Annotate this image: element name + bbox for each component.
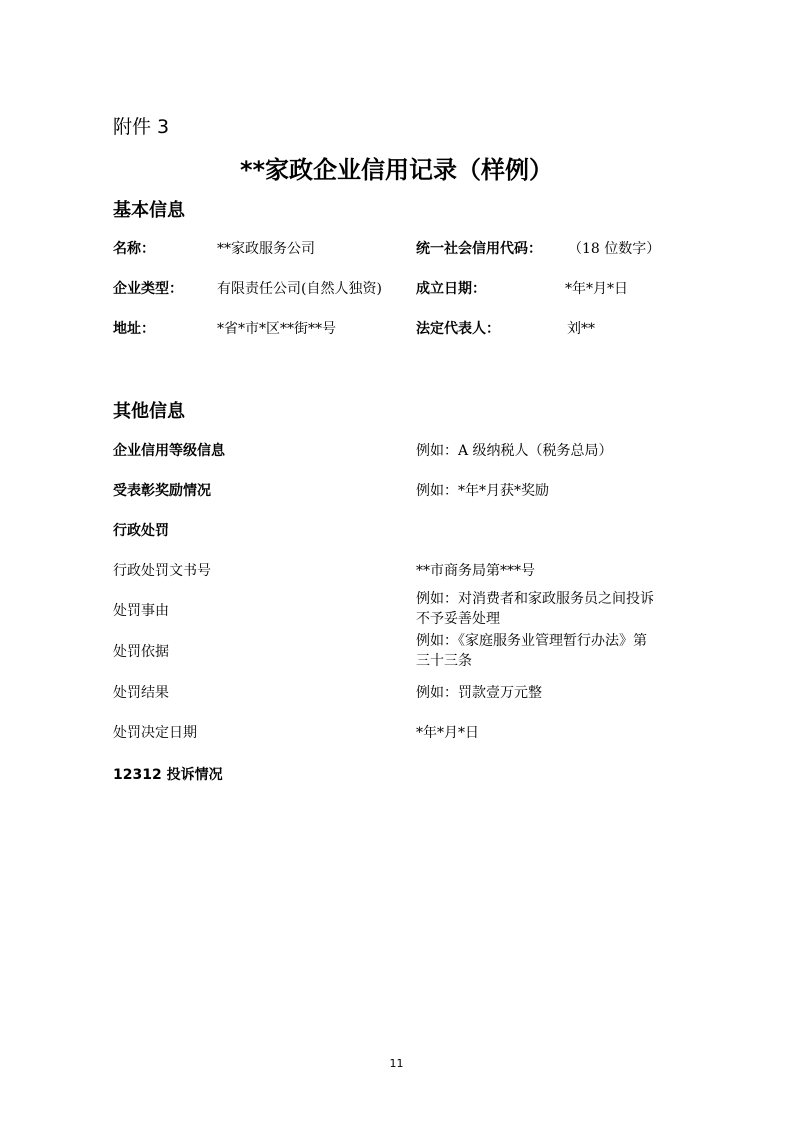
established-date-value: *年*月*日: [565, 281, 628, 297]
document-title: **家政企业信用记录（样例）: [239, 156, 554, 184]
penalty-result-value: 例如：罚款壹万元整: [416, 685, 542, 701]
address-label: 地址：: [113, 321, 155, 337]
company-type-label: 企业类型：: [113, 281, 183, 297]
penalty-basis-value: 例如：《家庭服务业管理暂行办法》第三十三条: [416, 633, 647, 669]
basic-info-heading: 基本信息: [113, 200, 185, 221]
penalty-heading: 行政处罚: [113, 523, 169, 539]
other-info-heading: 其他信息: [113, 401, 185, 422]
address-value: *省*市*区**街**号: [217, 321, 336, 337]
penalty-basis-label: 处罚依据: [113, 644, 169, 660]
credit-rating-label: 企业信用等级信息: [113, 443, 225, 459]
complaint-label: 12312 投诉情况: [113, 767, 223, 783]
penalty-reason-label: 处罚事由: [113, 603, 169, 619]
credit-code-value: （18 位数字）: [568, 241, 661, 257]
name-value: **家政服务公司: [217, 241, 315, 257]
penalty-decision-date-value: *年*月*日: [416, 725, 479, 741]
legal-rep-label: 法定代表人：: [416, 321, 500, 337]
penalty-decision-date-label: 处罚决定日期: [113, 725, 197, 741]
penalty-reason-value: 例如：对消费者和家政服务员之间投诉不予妥善处理: [416, 591, 654, 627]
page-number: 11: [389, 1057, 404, 1070]
annex-label: 附件 3: [113, 116, 170, 138]
credit-code-label: 统一社会信用代码：: [416, 241, 542, 257]
penalty-doc-value: **市商务局第***号: [416, 563, 535, 579]
company-type-value: 有限责任公司(自然人独资): [217, 281, 382, 297]
award-value: 例如：*年*月获*奖励: [416, 483, 549, 499]
name-label: 名称：: [113, 241, 155, 257]
legal-rep-value: 刘**: [567, 321, 595, 337]
established-date-label: 成立日期：: [416, 281, 486, 297]
penalty-result-label: 处罚结果: [113, 685, 169, 701]
award-label: 受表彰奖励情况: [113, 483, 211, 499]
credit-rating-value: 例如：A 级纳税人（税务总局）: [416, 443, 613, 459]
penalty-doc-label: 行政处罚文书号: [113, 563, 211, 579]
